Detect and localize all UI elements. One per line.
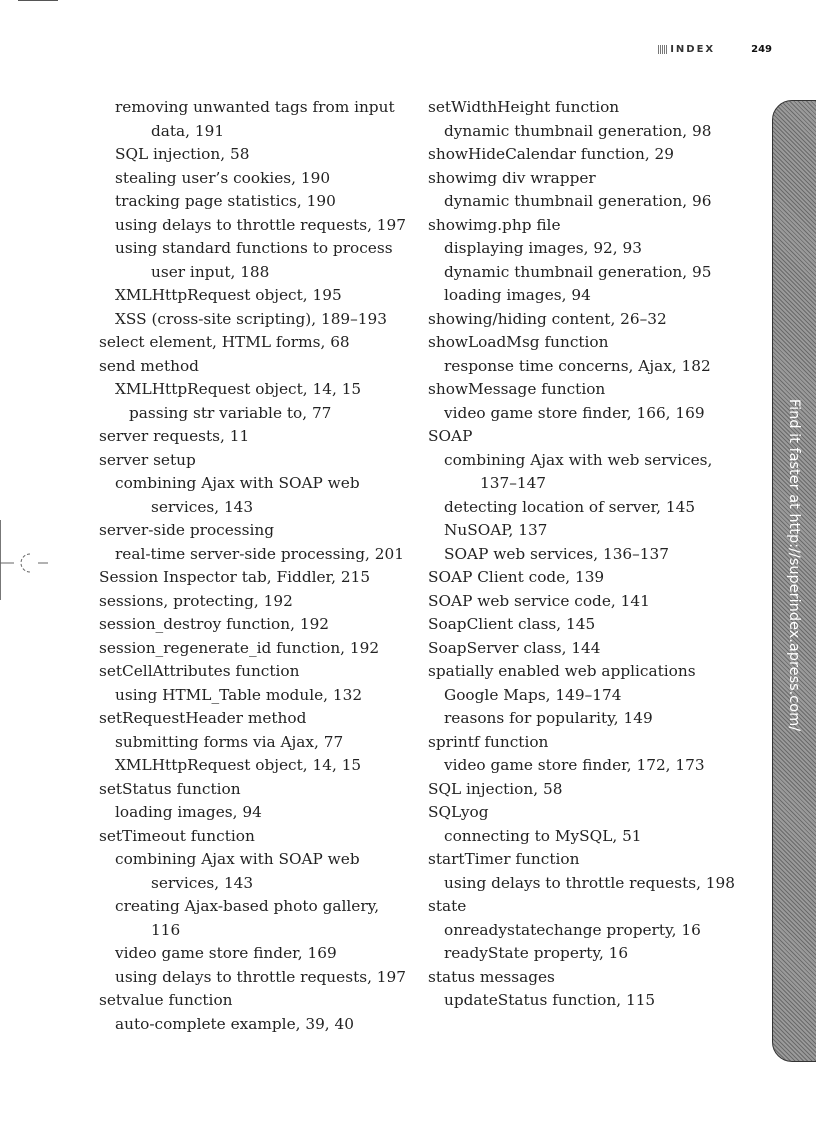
- index-entry: using delays to throttle requests, 198: [444, 873, 735, 892]
- index-entry: combining Ajax with web services,: [444, 450, 713, 469]
- index-entry: SQL injection, 58: [115, 145, 250, 163]
- index-entry: showHideCalendar function, 29: [428, 145, 675, 163]
- index-entry: SQLyog: [428, 803, 489, 821]
- index-entry: dynamic thumbnail generation, 98: [444, 121, 712, 140]
- index-entry: onreadystatechange property, 16: [444, 920, 701, 939]
- index-entry: using delays to throttle requests, 197: [115, 215, 406, 234]
- index-entry: select element, HTML forms, 68: [99, 333, 350, 351]
- index-entry: using delays to throttle requests, 197: [115, 967, 406, 986]
- index-entry: SOAP Client code, 139: [428, 568, 605, 586]
- index-entry: detecting location of server, 145: [444, 497, 696, 516]
- index-entry: server setup: [99, 450, 196, 469]
- index-entry: loading images, 94: [115, 803, 262, 821]
- index-entry: session_regenerate_id function, 192: [99, 638, 380, 657]
- index-entry: connecting to MySQL, 51: [444, 826, 642, 845]
- index-entry: dynamic thumbnail generation, 95: [444, 262, 712, 281]
- index-entry: SoapClient class, 145: [428, 615, 596, 633]
- index-entry: loading images, 94: [444, 286, 591, 304]
- index-entry: XMLHttpRequest object, 195: [115, 286, 342, 304]
- page-number: 249: [751, 44, 772, 55]
- index-entry: setRequestHeader method: [99, 709, 307, 727]
- index-entry: showing/hiding content, 26–32: [428, 309, 667, 328]
- index-entry: setStatus function: [99, 779, 241, 798]
- index-entry: spatially enabled web applications: [428, 662, 696, 680]
- index-column-left: [99, 96, 409, 1036]
- index-entry: video game store finder, 166, 169: [444, 403, 705, 422]
- index-entry: readyState property, 16: [444, 944, 629, 962]
- index-entry: XSS (cross-site scripting), 189–193: [115, 309, 388, 328]
- index-entry: showimg div wrapper: [428, 168, 596, 187]
- index-entry: real-time server-side processing, 201: [115, 544, 404, 563]
- index-entry: sprintf function: [428, 732, 549, 751]
- index-entry: state: [428, 897, 467, 915]
- index-entry: combining Ajax with SOAP web: [115, 850, 360, 868]
- index-entry: submitting forms via Ajax, 77: [115, 732, 344, 751]
- index-entry: response time concerns, Ajax, 182: [444, 356, 711, 375]
- header-marker-icon: [658, 45, 667, 54]
- index-entry: server requests, 11: [99, 427, 250, 445]
- index-entry: session_destroy function, 192: [99, 615, 330, 633]
- index-entry: user input, 188: [151, 262, 270, 281]
- index-entry: creating Ajax-based photo gallery,: [115, 897, 380, 915]
- index-entry: video game store finder, 172, 173: [444, 756, 705, 774]
- top-rule: [18, 0, 58, 1]
- index-entry: dynamic thumbnail generation, 96: [444, 192, 712, 210]
- index-entry: server-side processing: [99, 521, 275, 539]
- crop-mark-icon: [0, 548, 50, 578]
- index-entry: SOAP web services, 136–137: [444, 544, 670, 563]
- index-entry: tracking page statistics, 190: [115, 192, 336, 210]
- section-label: INDEX: [670, 44, 716, 55]
- index-entry: services, 143: [151, 873, 254, 892]
- index-entry: setTimeout function: [99, 826, 255, 845]
- index-entry: Session Inspector tab, Fiddler, 215: [99, 568, 371, 586]
- index-entry: updateStatus function, 115: [444, 991, 656, 1009]
- index-entry: startTimer function: [428, 850, 580, 868]
- index-entry: SQL injection, 58: [428, 779, 563, 798]
- index-entry: SOAP web service code, 141: [428, 591, 650, 610]
- index-entry: send method: [99, 356, 199, 375]
- index-entry: 116: [151, 920, 181, 939]
- index-entry: SoapServer class, 144: [428, 638, 601, 657]
- index-entry: NuSOAP, 137: [444, 521, 548, 539]
- index-entry: combining Ajax with SOAP web: [115, 474, 360, 492]
- index-entry: data, 191: [151, 121, 225, 140]
- index-entry: Google Maps, 149–174: [444, 685, 622, 704]
- index-entry: XMLHttpRequest object, 14, 15: [115, 380, 362, 398]
- index-entry: SOAP: [428, 427, 473, 445]
- index-entry: using HTML_Table module, 132: [115, 685, 363, 704]
- index-entry: stealing user’s cookies, 190: [115, 168, 331, 187]
- index-entry: 137–147: [480, 474, 547, 492]
- index-entry: sessions, protecting, 192: [99, 591, 293, 610]
- running-header: [658, 44, 772, 55]
- index-entry: services, 143: [151, 497, 254, 516]
- index-entry: showMessage function: [428, 380, 606, 398]
- index-entry: using standard functions to process: [115, 239, 393, 257]
- index-entry: showimg.php file: [428, 215, 561, 234]
- index-entry: removing unwanted tags from input: [115, 98, 395, 116]
- index-entry: showLoadMsg function: [428, 333, 609, 351]
- index-column-right: [428, 96, 738, 1013]
- index-entry: reasons for popularity, 149: [444, 709, 653, 727]
- index-entry: setvalue function: [99, 991, 233, 1009]
- index-entry: setCellAttributes function: [99, 662, 300, 680]
- index-entry: setWidthHeight function: [428, 98, 620, 116]
- index-entry: video game store finder, 169: [115, 944, 337, 962]
- index-entry: displaying images, 92, 93: [444, 239, 642, 257]
- index-entry: XMLHttpRequest object, 14, 15: [115, 756, 362, 774]
- index-entry: auto-complete example, 39, 40: [115, 1014, 354, 1033]
- side-tab-text: Find it faster at http://superindex.apress.com/: [786, 398, 802, 732]
- index-entry: passing str variable to, 77: [129, 403, 332, 422]
- index-entry: status messages: [428, 967, 555, 986]
